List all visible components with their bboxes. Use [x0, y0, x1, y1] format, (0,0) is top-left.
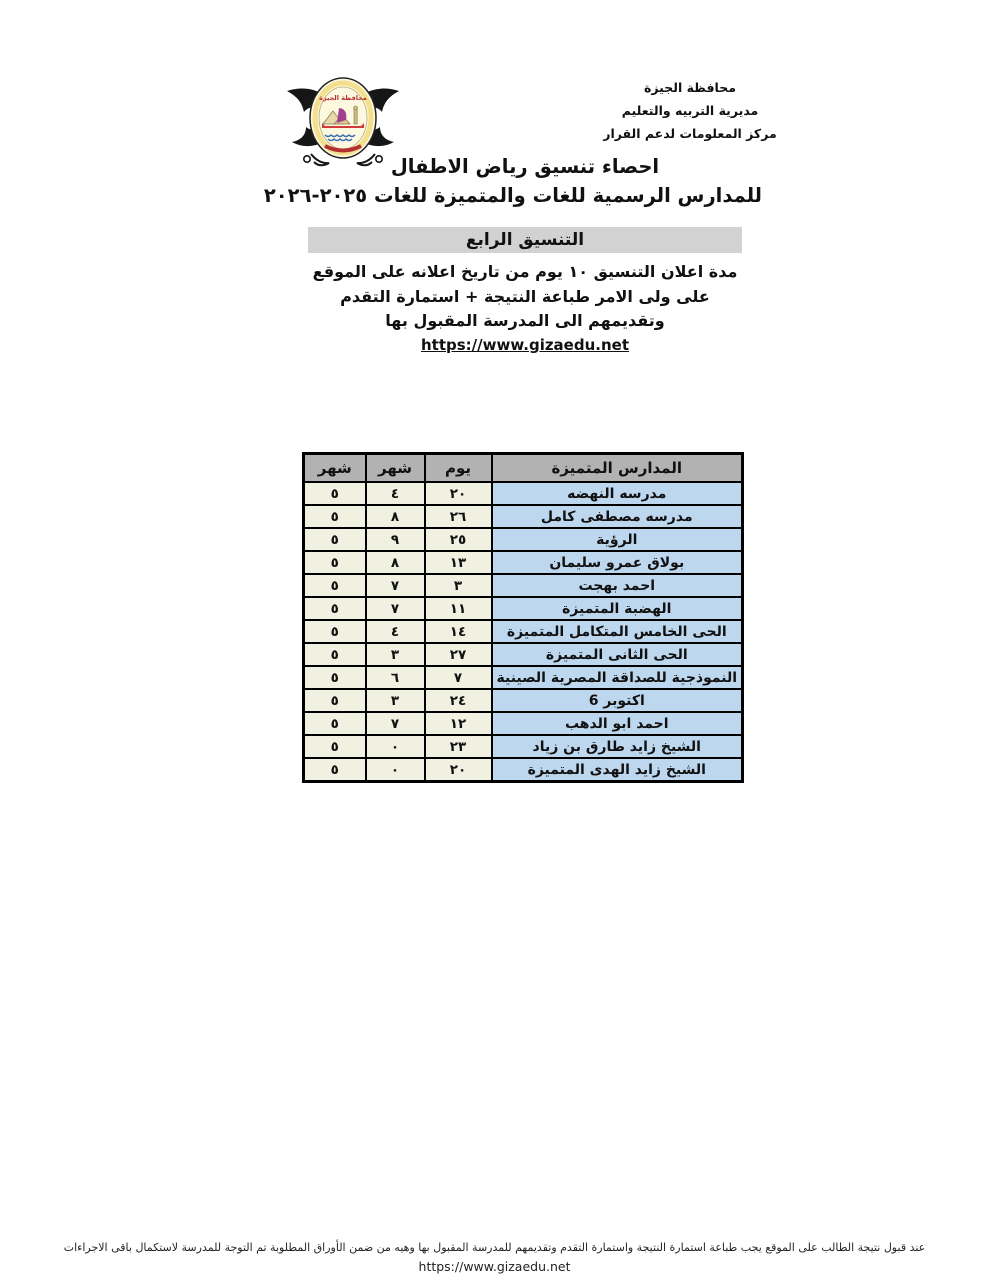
- month-cell: ٨: [366, 551, 425, 574]
- month-cell: ٤: [366, 620, 425, 643]
- table-row: [304, 505, 743, 528]
- day-cell: ٢٠: [425, 482, 492, 505]
- site-link[interactable]: https://www.gizaedu.net: [421, 336, 629, 354]
- day-cell: ٣: [425, 574, 492, 597]
- month-cell: ٨: [366, 505, 425, 528]
- day-cell: ١٤: [425, 620, 492, 643]
- month2-cell: ٥: [304, 528, 366, 551]
- month2-cell: ٥: [304, 620, 366, 643]
- day-cell: ١٣: [425, 551, 492, 574]
- table-row: [304, 482, 743, 505]
- notice-line-3: وتقديمهم الى المدرسة المقبول بها: [385, 311, 665, 330]
- footer-site-link[interactable]: https://www.gizaedu.net: [418, 1259, 571, 1274]
- school-name-cell: الرؤية: [492, 528, 743, 551]
- table-row: [304, 689, 743, 712]
- org-header: [578, 76, 802, 145]
- day-cell: ٢٧: [425, 643, 492, 666]
- month2-cell: ٥: [304, 574, 366, 597]
- month2-cell: ٥: [304, 689, 366, 712]
- org-line-center: مركز المعلومات لدعم القرار: [603, 126, 777, 141]
- day-cell: ٢٣: [425, 735, 492, 758]
- day-cell: ٧: [425, 666, 492, 689]
- day-cell: ٢٥: [425, 528, 492, 551]
- month-cell: ٣: [366, 689, 425, 712]
- month-cell: ٧: [366, 597, 425, 620]
- school-name-cell: الحى الثانى المتميزة: [492, 643, 743, 666]
- school-name-cell: مدرسه مصطفى كامل: [492, 505, 743, 528]
- month2-cell: ٥: [304, 712, 366, 735]
- notice-block: [288, 260, 762, 334]
- header-schools: المدارس المتميزة: [492, 454, 743, 483]
- doc-title-line1: احصاء تنسيق رياض الاطفال: [390, 155, 660, 178]
- day-cell: ٢٠: [425, 758, 492, 782]
- table-row: [304, 666, 743, 689]
- school-name-cell: بولاق عمرو سليمان: [492, 551, 743, 574]
- day-cell: ١٢: [425, 712, 492, 735]
- month2-cell: ٥: [304, 597, 366, 620]
- day-cell: ١١: [425, 597, 492, 620]
- month-cell: ٠: [366, 758, 425, 782]
- header-month: شهر: [366, 454, 425, 483]
- month2-cell: ٥: [304, 666, 366, 689]
- table-row: [304, 620, 743, 643]
- month2-cell: ٥: [304, 735, 366, 758]
- month2-cell: ٥: [304, 482, 366, 505]
- day-cell: ٢٤: [425, 689, 492, 712]
- table-header-row: [304, 454, 743, 483]
- logo-title-text: محافظة الجيزة: [319, 94, 367, 102]
- school-name-cell: مدرسه النهضه: [492, 482, 743, 505]
- notice-line-2: على ولى الامر طباعة النتيجة + استمارة التقدم: [340, 286, 710, 306]
- table-row: [304, 574, 743, 597]
- month-cell: ٧: [366, 712, 425, 735]
- school-name-cell: احمد بهجت: [492, 574, 743, 597]
- month2-cell: ٥: [304, 643, 366, 666]
- footer-instructions: عند قبول نتيجة الطالب على الموقع يجب طباعة استمارة النتيجة واستمارة التقدم وتقديمهم للمدرسة المقبول بها وهيه من ضمن الأوراق المطلوبة تم التوجة للمدرسة لاستكمال باقى الاجراءات: [63, 1241, 926, 1254]
- school-name-cell: الهضبة المتميزة: [492, 597, 743, 620]
- month2-cell: ٥: [304, 505, 366, 528]
- school-name-cell: النموذجية للصداقة المصرية الصينية: [492, 666, 743, 689]
- table-row: [304, 597, 743, 620]
- month-cell: ٠: [366, 735, 425, 758]
- month-cell: ٧: [366, 574, 425, 597]
- school-name-cell: الحى الخامس المتكامل المتميزة: [492, 620, 743, 643]
- coordination-round-banner: التنسيق الرابع: [308, 227, 742, 253]
- header-day: يوم: [425, 454, 492, 483]
- table-row: [304, 528, 743, 551]
- school-name-cell: الشيخ زايد الهدى المتميزة: [492, 758, 743, 782]
- table-row: [304, 758, 743, 782]
- header-month-2: شهر: [304, 454, 366, 483]
- org-line-directorate: مديرية التربيه والتعليم: [621, 103, 759, 118]
- doc-title-line2: للمدارس الرسمية للغات والمتميزة للغات ٢٠٢٥-٢٠٢٦: [263, 184, 762, 207]
- table-row: [304, 643, 743, 666]
- school-name-cell: الشيخ زايد طارق بن زياد: [492, 735, 743, 758]
- org-line-governorate: محافظة الجيزة: [644, 80, 736, 95]
- table-row: [304, 712, 743, 735]
- schools-schedule-table: [302, 452, 744, 783]
- month-cell: ٦: [366, 666, 425, 689]
- notice-line-1: مدة اعلان التنسيق ١٠ يوم من تاريخ اعلانه على الموقع: [312, 262, 738, 281]
- table-row: [304, 551, 743, 574]
- day-cell: ٢٦: [425, 505, 492, 528]
- month2-cell: ٥: [304, 758, 366, 782]
- month-cell: ٣: [366, 643, 425, 666]
- school-name-cell: اكتوبر 6: [492, 689, 743, 712]
- table-row: [304, 735, 743, 758]
- month-cell: ٤: [366, 482, 425, 505]
- month-cell: ٩: [366, 528, 425, 551]
- month2-cell: ٥: [304, 551, 366, 574]
- school-name-cell: احمد ابو الدهب: [492, 712, 743, 735]
